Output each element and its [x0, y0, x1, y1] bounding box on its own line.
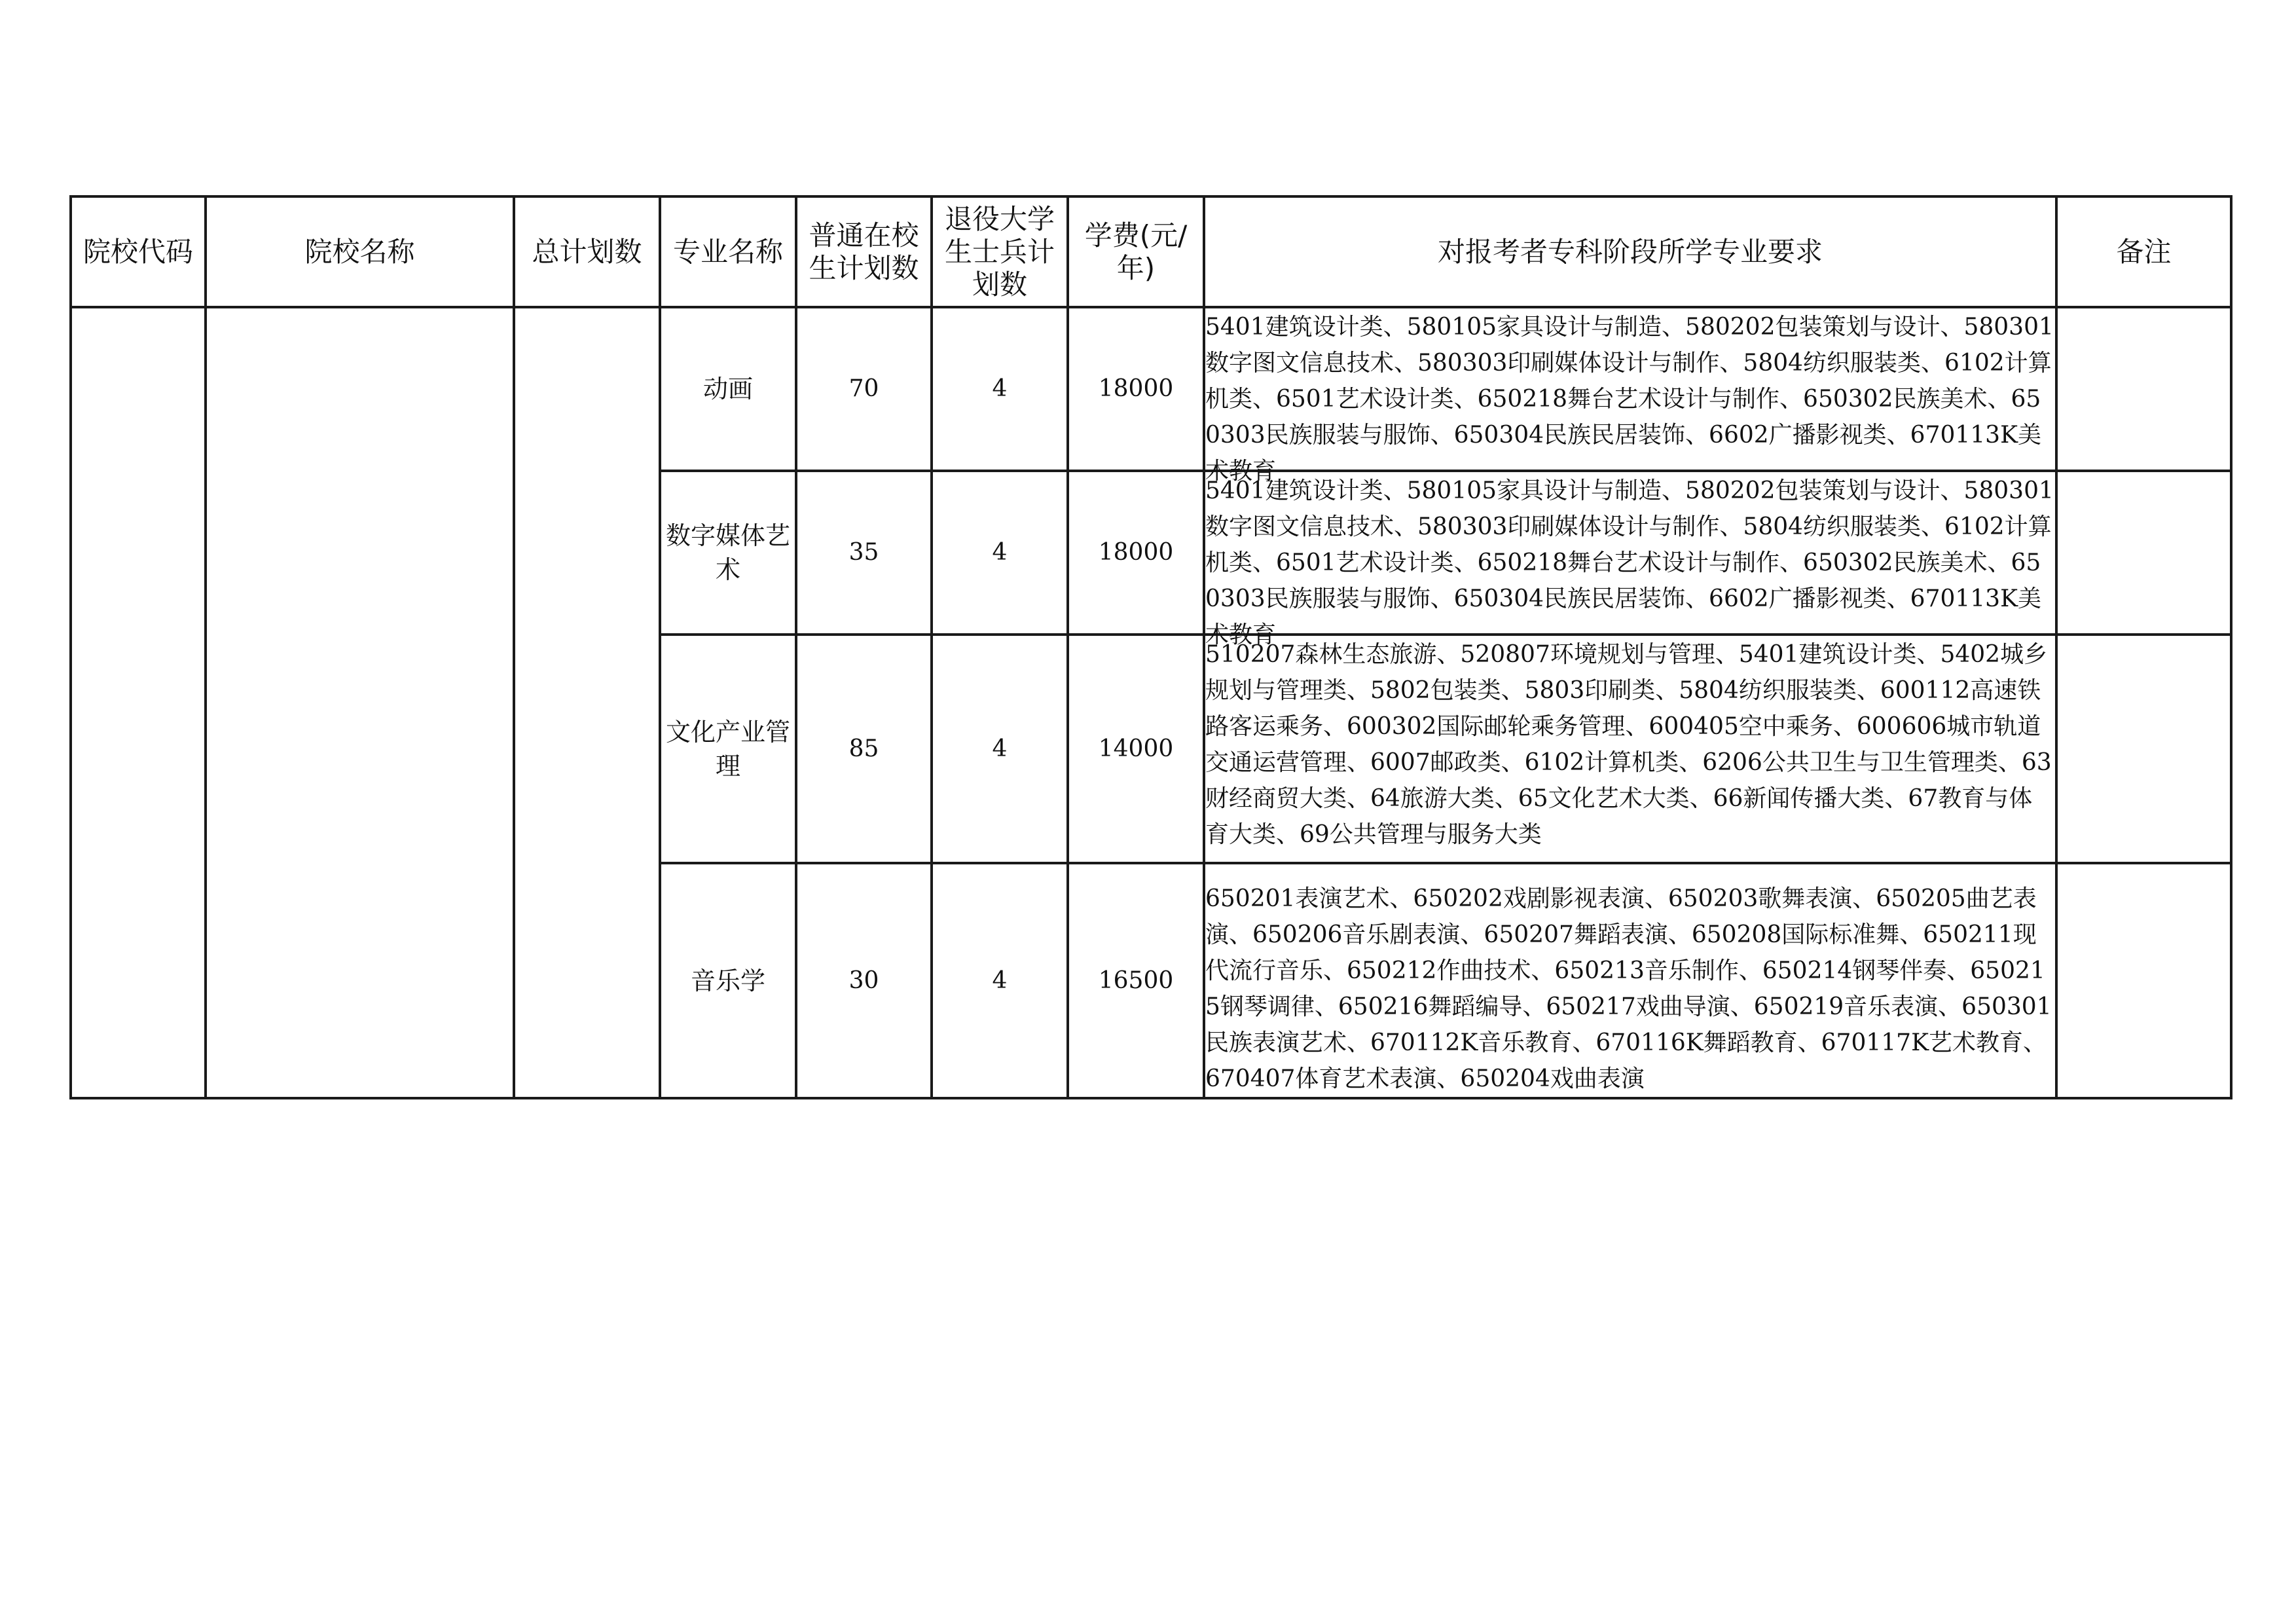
tuition-cell: 18000 — [1068, 307, 1204, 471]
enrollment-plan-table — [69, 195, 2232, 1099]
header-school-name: 院校名称 — [206, 196, 514, 307]
veteran-plan-cell: 4 — [932, 863, 1068, 1098]
header-major-name: 专业名称 — [660, 196, 796, 307]
veteran-plan-cell: 4 — [932, 471, 1068, 635]
remarks-cell — [2056, 635, 2231, 863]
remarks-cell — [2056, 307, 2231, 471]
requirements-text: 5401建筑设计类、580105家具设计与制造、580202包装策划与设计、580301数字图文信息技术、580303印刷媒体设计与制作、5804纺织服装类、6102计算机类、6501艺术设计类、650218舞台艺术设计与制作、650302民族美术、650303民族服装与服饰、650304民族民居装饰、6602广播影视类、670113K美术教育 — [1205, 314, 2054, 485]
remarks-cell — [2056, 471, 2231, 635]
tuition-cell: 18000 — [1068, 471, 1204, 635]
regular-plan-cell: 70 — [796, 307, 932, 471]
major-name-cell: 音乐学 — [660, 863, 796, 1098]
veteran-plan-cell: 4 — [932, 307, 1068, 471]
requirements-cell — [1204, 307, 2056, 485]
regular-plan-cell: 35 — [796, 471, 932, 635]
header-tuition: 学费(元/年) — [1068, 196, 1204, 307]
requirements-cell — [1204, 471, 2056, 648]
requirements-text: 650201表演艺术、650202戏剧影视表演、650203歌舞表演、650205曲艺表演、650206音乐剧表演、650207舞蹈表演、650208国际标准舞、650211现代流行音乐、650212作曲技术、650213音乐制作、650214钢琴伴奏、650215钢琴调律、650216舞蹈编导、650217戏曲导演、650219音乐表演、650301民族表演艺术、670112K音乐教育、670116K舞蹈教育、670117K艺术教育、670407体育艺术表演、650204戏曲表演 — [1205, 885, 2052, 1092]
school-name-cell — [206, 307, 514, 1098]
header-regular-plan: 普通在校生计划数 — [796, 196, 932, 307]
school-code-cell — [71, 307, 206, 1098]
header-school-code: 院校代码 — [71, 196, 206, 307]
requirements-text: 510207森林生态旅游、520807环境规划与管理、5401建筑设计类、5402城乡规划与管理类、5802包装类、5803印刷类、5804纺织服装类、600112高速铁路客运乘务、600302国际邮轮乘务管理、600405空中乘务、600606城市轨道交通运营管理、6007邮政类、6102计算机类、6206公共卫生与卫生管理类、63财经商贸大类、64旅游大类、65文化艺术大类、66新闻传播大类、67教育与体育大类、69公共管理与服务大类 — [1205, 641, 2052, 848]
remarks-cell — [2056, 863, 2231, 1098]
header-remarks: 备注 — [2056, 196, 2231, 307]
tuition-cell: 14000 — [1068, 635, 1204, 863]
major-name-cell: 动画 — [660, 307, 796, 471]
table-row — [71, 307, 2231, 471]
total-plan-cell — [514, 307, 660, 1098]
header-row — [71, 196, 2231, 307]
veteran-plan-cell: 4 — [932, 635, 1068, 863]
header-veteran-plan: 退役大学生士兵计划数 — [932, 196, 1068, 307]
major-name-cell: 数字媒体艺术 — [660, 471, 796, 635]
major-name-cell: 文化产业管理 — [660, 635, 796, 863]
header-requirements: 对报考者专科阶段所学专业要求 — [1204, 196, 2056, 307]
header-total-plan: 总计划数 — [514, 196, 660, 307]
requirements-cell — [1204, 863, 2056, 1098]
requirements-cell — [1204, 635, 2056, 863]
tuition-cell: 16500 — [1068, 863, 1204, 1098]
requirements-text: 5401建筑设计类、580105家具设计与制造、580202包装策划与设计、580301数字图文信息技术、580303印刷媒体设计与制作、5804纺织服装类、6102计算机类、6501艺术设计类、650218舞台艺术设计与制作、650302民族美术、650303民族服装与服饰、650304民族民居装饰、6602广播影视类、670113K美术教育 — [1205, 477, 2054, 648]
regular-plan-cell: 85 — [796, 635, 932, 863]
regular-plan-cell: 30 — [796, 863, 932, 1098]
